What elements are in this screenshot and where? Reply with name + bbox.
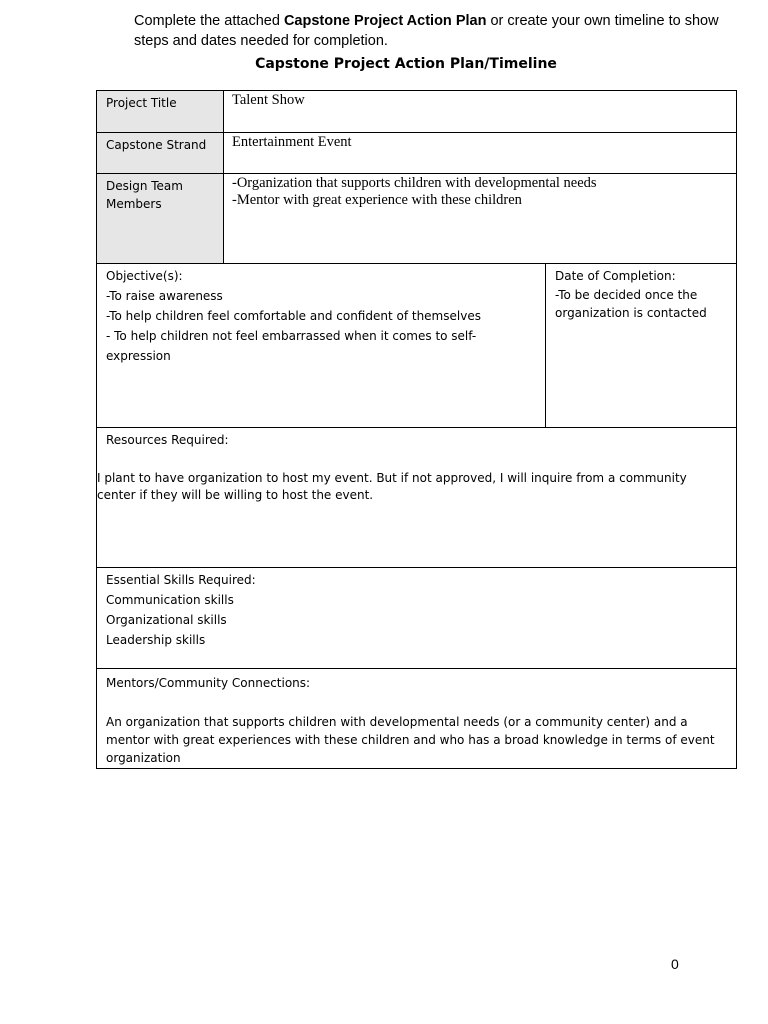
- row-mentors: [97, 669, 737, 769]
- instructions-bold-title: Capstone Project Action Plan: [283, 13, 487, 29]
- row-design-team: [97, 174, 737, 264]
- instructions-tail: or create your own timeline to show steps and dates needed for completion.: [134, 13, 719, 49]
- completion-date-value: -To be decided once the organization is contacted: [555, 288, 707, 320]
- skills-label: Essential Skills Required:: [106, 573, 256, 587]
- project-title-label: Project Title: [97, 91, 224, 133]
- mentors-text: An organization that supports children with developmental needs (or a community center) and a mentor with great experiences with these children and who has a broad knowledge in terms of event organization: [106, 715, 715, 765]
- instructions-lead: Complete the attached: [134, 13, 284, 29]
- capstone-strand-label: Capstone Strand: [97, 133, 224, 174]
- resources-label: Resources Required:: [106, 433, 229, 447]
- row-capstone-strand: [97, 133, 737, 174]
- document-title: Capstone Project Action Plan/Timeline: [255, 56, 557, 72]
- capstone-strand-value: Entertainment Event: [224, 133, 737, 174]
- design-team-member: -Mentor with great experience with these children: [232, 192, 522, 208]
- completion-date-label: Date of Completion:: [555, 269, 676, 283]
- mentors-label: Mentors/Community Connections:: [106, 676, 311, 690]
- design-team-member: -Organization that supports children with developmental needs: [232, 175, 597, 191]
- row-skills: [97, 568, 737, 669]
- skills-cell: [97, 568, 737, 669]
- resources-cell: [97, 428, 737, 568]
- row-objectives: [97, 264, 737, 428]
- objectives-cell: [97, 264, 546, 428]
- action-plan-table: [96, 90, 737, 769]
- skill-item: Organizational skills: [106, 613, 227, 627]
- design-team-value: [224, 174, 737, 264]
- design-team-label: Design Team Members: [97, 174, 224, 264]
- instructions-text: [134, 11, 734, 51]
- objective-item: -To raise awareness: [106, 289, 223, 303]
- row-project-title: [97, 91, 737, 133]
- row-resources: [97, 428, 737, 568]
- mentors-cell: [97, 669, 737, 769]
- completion-date-cell: [546, 264, 737, 428]
- objective-item: -To help children feel comfortable and confident of themselves: [106, 309, 481, 323]
- page-number: 0: [671, 956, 679, 972]
- objective-item: - To help children not feel embarrassed when it comes to self-expression: [106, 329, 477, 363]
- resources-text: I plant to have organization to host my event. But if not approved, I will inquire from a community center if they will be willing to host the event.: [97, 471, 687, 502]
- project-title-value: Talent Show: [224, 91, 737, 133]
- skill-item: Leadership skills: [106, 633, 206, 647]
- skill-item: Communication skills: [106, 593, 234, 607]
- objectives-label: Objective(s):: [106, 269, 183, 283]
